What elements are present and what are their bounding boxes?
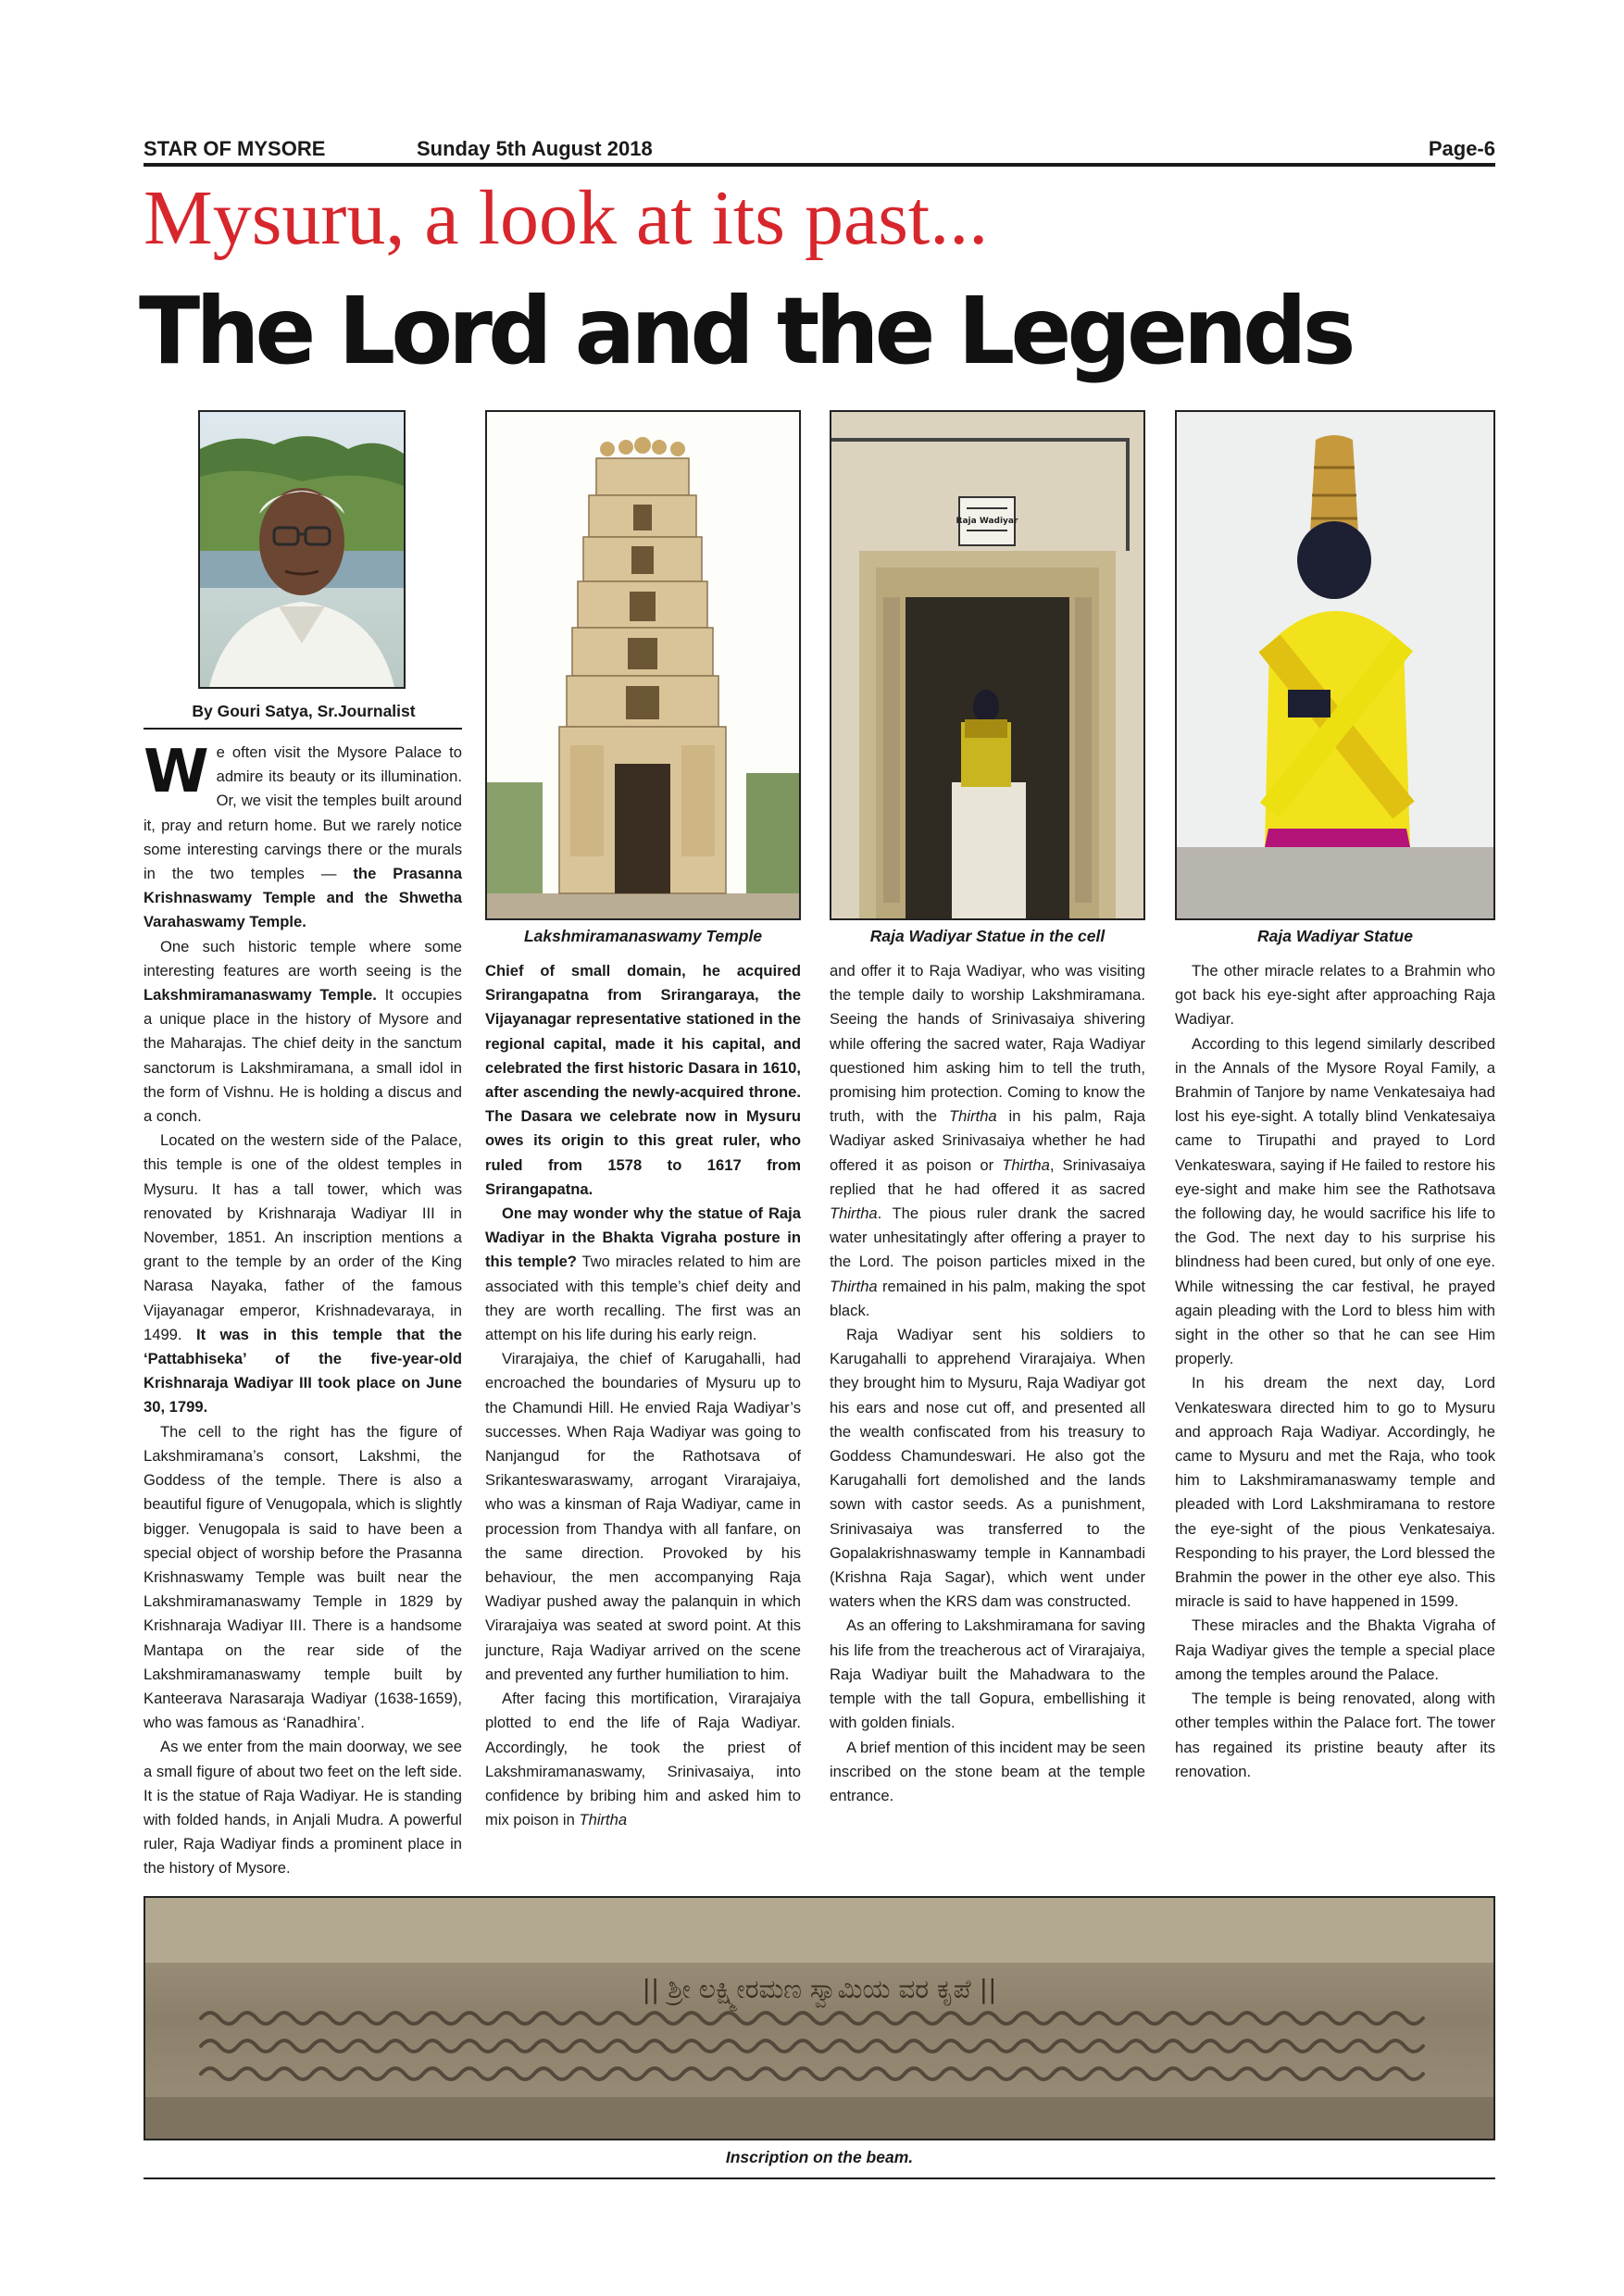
author-photo <box>198 410 406 689</box>
paragraph: The temple is being renovated, along with other temples within the Palace fort. The tower has regained its pristine beauty after its renovation. <box>1175 1690 1495 1780</box>
paragraph: and offer it to Raja Wadiyar, who was visiting the temple daily to worship Lakshmiramana. Seeing the hands of Srinivasaiya shivering while offering the sacred water, Raja Wadiyar questioned him asking him to tell the truth, promising him protection. Coming to know the truth, with the Thirtha in his palm, Raja Wadiyar asked Srinivasaiya whether he had offered it as poison or Thirtha, Srinivasaiya replied that he had offered it as sacred Thirtha. The pious ruler drank the sacred water unhesitatingly after offering a prayer to the Lord. The poison particles mixed in the Thirtha remained in his palm, making the spot black. <box>830 962 1145 1319</box>
masthead-rule <box>144 163 1495 167</box>
page-number: Page-6 <box>1428 137 1495 160</box>
paragraph: The cell to the right has the figure of Lakshmiramana’s consort, Lakshmi, the Goddess of the temple. There is also a beautiful figure of Venugopala, which is slightly bigger. Venugopala is said to have been a special object of worship before the Prasanna Krishnaswamy Temple was built near the Lakshmiramanaswamy Temple in 1829 by Krishnaraja Wadiyar III. There is a handsome Mantapa on the rear side of the Lakshmiramanaswamy temple built by Kanteerava Narasaraja Wadiyar (1638-1659), who was famous as ‘Ranadhira’. <box>144 1422 462 1732</box>
caption-beam: Inscription on the beam. <box>725 2148 914 2166</box>
paragraph: The other miracle relates to a Brahmin who got back his eye-sight after approaching Raja Wadiyar. <box>1175 962 1495 1029</box>
masthead <box>144 133 1495 165</box>
paragraph: One such historic temple where some interesting features are worth seeing is the Lakshmiramanaswamy Temple. It occupies a unique place in the history of Mysore and the Maharajas. The chief deity in the sanctum sanctorum is Lakshmiramana, a small idol in the form of Vishnu. He is holding a discus and a conch. <box>144 937 463 1126</box>
cell-sign-text: Raja Wadiyar <box>956 517 1018 526</box>
column-1 <box>144 738 463 1881</box>
paragraph: We often visit the Mysore Palace to admire its beauty or its illumination. Or, we visit the temples built around it, pray and return home. But we rarely notice some interesting carvings there or the murals in the two temples — the Prasanna Krishnaswamy Temple and the Shwetha Varahaswamy Temple. <box>144 738 462 931</box>
paragraph: Virarajaiya, the chief of Karugahalli, had encroached the boundaries of Mysuru up to the Chamundi Hill. He envied Raja Wadiyar’s successes. When Raja Wadiyar was going to Nanjangud for the Rathotsava of Srikanteswaraswamy, arrogant Virarajaiya, who was a kinsman of Raja Wadiyar, came in procession from Thandya with all fanfare, on the same direction. Provoked by his behaviour, the men accompanying Raja Wadiyar pushed away the palanquin in which Virarajaiya was seated at sword point. At this juncture, Raja Wadiyar arrived on the scene and prevented any further humiliation to him. <box>485 1350 801 1683</box>
statue-photo <box>1175 410 1495 920</box>
temple-photo <box>485 410 801 920</box>
paragraph: One may wonder why the statue of Raja Wadiyar in the Bhakta Vigraha posture in this temple? Two miracles related to him are associated with this temple’s chief deity and they are worth recalling. The first was an attempt on his life during his early reign. <box>485 1204 801 1344</box>
headline: The Lord and the Legends <box>139 277 1352 385</box>
paper-name: STAR OF MYSORE <box>144 137 326 160</box>
column-4 <box>1175 959 1495 1784</box>
caption-statue: Raja Wadiyar Statue <box>1257 927 1413 945</box>
paragraph: Chief of small domain, he acquired Srirangapatna from Srirangaraya, the Vijayanagar representative stationed in the regional capital, made it his capital, and celebrated the first historic Dasara in 1610, after ascending the newly-acquired throne. The Dasara we celebrate now in Mysuru owes its origin to this great ruler, who ruled from 1578 to 1617 from Srirangapatna. <box>485 962 801 1198</box>
paragraph: According to this legend similarly described in the Annals of the Mysore Royal Family, a Brahmin of Tanjore by name Venkatesaiya had lost his eye-sight. A totally blind Venkatesaiya came to Tirupathi and prayed to Lord Venkateswara, saying if He failed to restore his eye-sight and make him see the Rathotsava the following day, he would sacrifice his life to the God. The next day to his surprise his blindness had been cured, but only of one eye. While witnessing the car festival, he prayed again pleading with the Lord to bless him with sight in the other so that he can see Him properly. <box>1175 1034 1495 1368</box>
paragraph: In his dream the next day, Lord Venkateswara directed him to go to Mysuru and approach Raja Wadiyar. Accordingly, he came to Mysuru and met the Raja, who took him to Lakshmiramanaswamy temple and pleaded with Lord Lakshmiramana to restore the eye-sight of the pious Venkatesaiya. Responding to his prayer, the Lord blessed the Brahmin the power in the other eye also. This miracle is said to have happened in 1599. <box>1175 1374 1495 1611</box>
byline-rule <box>144 728 462 730</box>
paragraph: Located on the western side of the Palace, this temple is one of the oldest temples in Mysuru. It has a tall tower, which was renovated by Krishnaraja Wadiyar III in November, 1851. An inscription mentions a grant to the temple by an order of the King Narasa Nayaka, father of the famous Vijayanagar emperor, Krishnadevaraya, in 1499. It was in this temple that the ‘Pattabhiseka’ of the five-year-old Krishnaraja Wadiyar III took place on June 30, 1799. <box>144 1131 463 1416</box>
bottom-rule <box>144 2177 1495 2179</box>
issue-date: Sunday 5th August 2018 <box>417 137 653 160</box>
paragraph: As we enter from the main doorway, we see a small figure of about two feet on the left side. It is the statue of Raja Wadiyar. He is standing with folded hands, in Anjali Mudra. A powerful ruler, Raja Wadiyar finds a prominent place in the history of Mysore. <box>144 1738 462 1878</box>
byline: By Gouri Satya, Sr.Journalist <box>192 702 416 720</box>
column-2 <box>485 959 801 1832</box>
kicker: Mysuru, a look at its past... <box>144 175 989 261</box>
caption-temple: Lakshmiramanaswamy Temple <box>523 927 763 945</box>
column-3 <box>830 959 1145 1808</box>
paragraph: Raja Wadiyar sent his soldiers to Karugahalli to apprehend Virarajaiya. When they brought him to Mysuru, Raja Wadiyar got his ears and nose cut off, and presented all the wealth confiscated from his treasury to Goddess Chamundeswari. He also got the Karugahalli fort demolished and the lands sown with castor seeds. As a punishment, Srinivasaiya was transferred to the Gopalakrishnaswamy temple in Kannambadi (Krishna Raja Sagar), which went under waters when the KRS dam was constructed. <box>830 1326 1145 1611</box>
paragraph: These miracles and the Bhakta Vigraha of Raja Wadiyar gives the temple a special place among the temples around the Palace. <box>1175 1616 1495 1683</box>
cell-photo <box>830 410 1145 920</box>
paragraph: A brief mention of this incident may be seen inscribed on the stone beam at the temple entrance. <box>830 1738 1145 1804</box>
caption-cell: Raja Wadiyar Statue in the cell <box>869 927 1106 945</box>
inscription-text: || ಶ್ರೀ ಲಕ್ಷ್ಮೀರಮಣ ಸ್ವಾಮಿಯ ವರ ಕೃಪೆ || <box>642 1974 997 2004</box>
inscription-photo <box>144 1896 1495 2140</box>
paragraph: As an offering to Lakshmiramana for saving his life from the treacherous act of Virarajaiya, Raja Wadiyar built the Mahadwara to the temple with the tall Gopura, embellishing it with golden finials. <box>830 1616 1145 1732</box>
paragraph: After facing this mortification, Virarajaiya plotted to end the life of Raja Wadiyar. Accordingly, he took the priest of Lakshmiramanaswamy, Srinivasaiya, into confidence by bribing him and asked him to mix poison in Thirtha <box>485 1690 801 1829</box>
drop-cap: W <box>144 738 209 806</box>
